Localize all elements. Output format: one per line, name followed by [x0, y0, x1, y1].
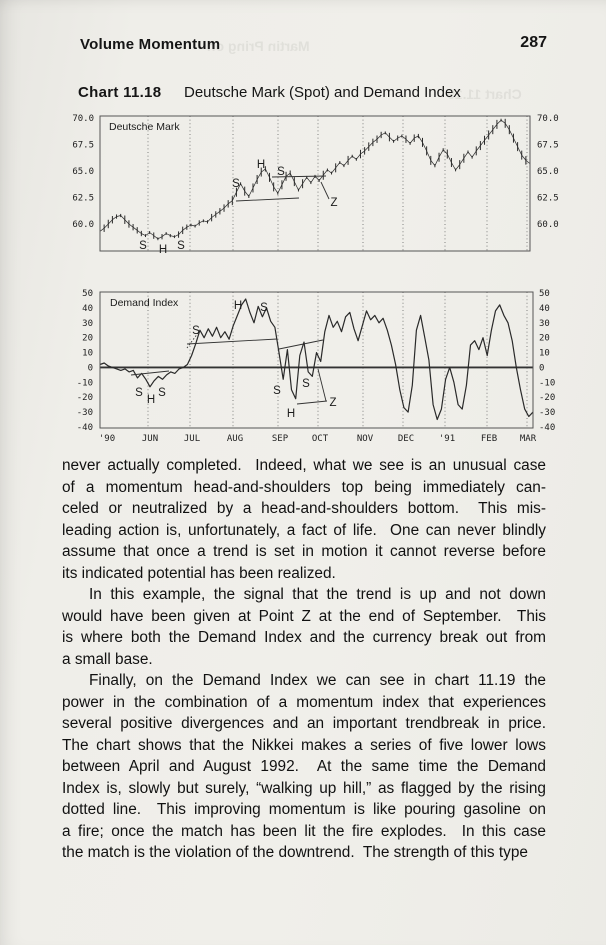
y-axis-label: -10: [539, 378, 556, 389]
y-axis-label: -20: [76, 393, 93, 404]
x-axis-label: FEB: [480, 434, 498, 444]
y-axis-label: 70.0: [537, 114, 559, 125]
y-axis-label: 20: [539, 333, 550, 344]
annotation-line: [131, 371, 169, 375]
annotation-letter-s: S: [277, 166, 285, 178]
deutsche-mark-series: [100, 120, 530, 239]
annotation-line: [297, 401, 327, 404]
annotation-letter-h: H: [286, 408, 296, 420]
y-axis-label: 0: [87, 363, 93, 374]
annotation-letter-s: S: [192, 325, 200, 337]
y-axis-label: 62.5: [72, 193, 94, 204]
annotation-letter-z: Z: [329, 397, 337, 409]
annotation-line: [187, 339, 277, 344]
annotation-line: [321, 182, 329, 199]
deutsche-mark-chart: [55, 106, 575, 260]
y-axis-label: 30: [82, 318, 93, 329]
chart-inner-title: Demand Index: [110, 297, 179, 309]
body-line: its indicated potential has been realized.: [62, 564, 336, 582]
y-axis-label: -30: [76, 408, 93, 419]
y-axis-label: 10: [82, 348, 93, 359]
body-line: a fire; once the match has been lit the fire explodes. In this case: [62, 822, 546, 840]
body-line: In this example, the signal that the trend is up and not down: [89, 586, 546, 603]
body-line: leading action is, unfortunately, a fact of life. One can never blindly: [62, 521, 546, 539]
body-line: assume that once a trend is set in motion it cannot reverse before: [62, 543, 546, 560]
x-axis-label: SEP: [271, 434, 289, 444]
y-axis-label: -10: [76, 378, 93, 389]
y-axis-label: 50: [539, 289, 550, 300]
annotation-letter-h: H: [233, 300, 243, 312]
x-axis-label: MAR: [519, 434, 537, 444]
body-line: is where both the Demand Index and the currency break out from: [62, 629, 546, 646]
y-axis-label: -30: [539, 408, 556, 419]
y-axis-label: 62.5: [537, 193, 559, 204]
body-line: never actually completed. Indeed, what we see is an unusual case: [62, 457, 546, 474]
annotation-letter-s: S: [135, 387, 143, 399]
y-axis-label: 65.0: [72, 166, 94, 177]
annotation-letter-h: H: [158, 244, 168, 256]
annotation-line: [318, 369, 326, 401]
body-line: power in the combination of a momentum index that experiences: [62, 693, 546, 711]
bleed-through-text: Chart 11.19: [447, 86, 522, 102]
body-line: between April and August 1992. At the same time the Demand: [62, 758, 546, 775]
y-axis-label: 50: [82, 289, 93, 300]
annotation-letter-s: S: [232, 178, 240, 190]
page-number: 287: [520, 34, 547, 51]
body-line: The chart shows that the Nikkei makes a series of five lower lows: [62, 736, 546, 754]
body-line: Finally, on the Demand Index we can see in chart 11.19 the: [89, 672, 546, 689]
x-axis-label: JUL: [183, 434, 201, 444]
y-axis-label: 70.0: [72, 114, 94, 125]
y-axis-label: 67.5: [72, 140, 94, 151]
annotation-letter-s: S: [139, 240, 147, 252]
y-axis-label: -20: [539, 393, 556, 404]
chart-frame: [100, 292, 533, 428]
body-line: the match is the violation of the downtrend. The strength of this type: [62, 844, 528, 861]
demand-index-series: [100, 299, 533, 420]
chart-caption-label: Chart 11.18: [78, 84, 162, 101]
chart-caption-title: Deutsche Mark (Spot) and Demand Index: [184, 84, 461, 101]
y-axis-label: 20: [82, 333, 93, 344]
bleed-through-text: Martin Pring on: [207, 38, 310, 54]
y-axis-label: 60.0: [72, 219, 94, 230]
y-axis-label: 10: [539, 348, 550, 359]
y-axis-label: -40: [76, 422, 93, 433]
body-line: several positive divergences and an important trendbreak in price.: [62, 715, 546, 732]
annotation-letter-s: S: [273, 385, 281, 397]
y-axis-label: 67.5: [537, 140, 559, 151]
annotation-line: [279, 340, 323, 349]
x-axis-label: OCT: [311, 434, 329, 444]
y-axis-label: 60.0: [537, 219, 559, 230]
chart-frame: [100, 116, 530, 251]
y-axis-label: 65.0: [537, 166, 559, 177]
body-line: a small base.: [62, 650, 153, 668]
x-axis-label: NOV: [356, 434, 374, 444]
annotation-letter-s: S: [302, 378, 310, 390]
annotation-letter-h: H: [256, 159, 266, 171]
y-axis-label: -40: [539, 422, 556, 433]
x-axis-label: JUN: [141, 434, 159, 444]
body-line: would have been given at Point Z at the end of September. This: [62, 607, 546, 625]
y-axis-label: 40: [82, 303, 93, 314]
body-line: Index is, slowly but surely, “walking up hill,” as flagged by the rising: [62, 779, 546, 797]
body-line: celed or neutralized by a head-and-shoulders bottom. This mis-: [62, 500, 546, 517]
annotation-letter-z: Z: [330, 197, 338, 209]
y-axis-label: 40: [539, 303, 550, 314]
x-axis-label: '90: [98, 434, 116, 444]
x-axis-label: DEC: [397, 434, 415, 444]
x-axis-label: AUG: [226, 434, 244, 444]
body-line: of a momentum head-and-shoulders top being immediately can-: [62, 478, 546, 496]
y-axis-label: 0: [539, 363, 545, 374]
body-text: [62, 455, 546, 864]
x-axis-label: '91: [438, 434, 456, 444]
annotation-letter-s: S: [177, 240, 185, 252]
y-axis-label: 30: [539, 318, 550, 329]
running-head: Volume Momentum: [80, 36, 221, 53]
annotation-letter-s: S: [260, 302, 268, 314]
annotation-letter-h: H: [146, 394, 156, 406]
body-line: dotted line. This improving momentum is like pouring gasoline on: [62, 801, 546, 818]
annotation-letter-s: S: [158, 387, 166, 399]
annotation-line: [236, 198, 299, 201]
chart-caption: [78, 84, 558, 101]
chart-inner-title: Deutsche Mark: [109, 121, 180, 133]
demand-index-chart: [55, 276, 575, 450]
